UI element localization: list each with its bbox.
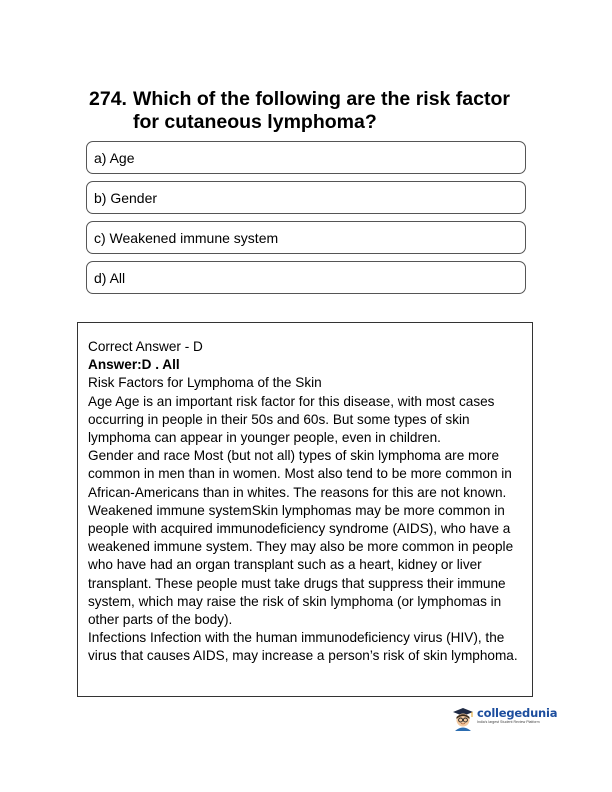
collegedunia-logo <box>452 707 572 735</box>
option-d[interactable] <box>86 261 526 294</box>
logo-tagline: India's largest Student Review Platform <box>477 720 540 724</box>
option-c-label: c) Weakened immune system <box>94 229 279 246</box>
correct-answer-line: Correct Answer - D <box>88 339 203 354</box>
question-number: 274. <box>89 88 127 110</box>
explanation-age: Age Age is an important risk factor for this disease, with most cases occurring in people in their 50s and 60s. But some types of skin lymphoma can appear in younger people, even in children. <box>88 393 495 446</box>
graduate-mascot-icon <box>452 707 474 731</box>
logo-name: collegedunia <box>477 706 558 720</box>
option-c[interactable] <box>86 221 526 254</box>
option-b-label: b) Gender <box>94 189 158 206</box>
explanation-heading: Risk Factors for Lymphoma of the Skin <box>88 375 322 391</box>
explanation-gender-race: Gender and race Most (but not all) types of skin lymphoma are more common in men than in women. Most also tend to be more common in African-Americans than in whites. The reasons for this are not known. <box>88 448 512 500</box>
explanation-immune-system: Weakened immune systemSkin lymphomas may be more common in people with acquired immunodeficiency syndrome (AIDS), who have a weakened immune system. They may also be more common in people who have had an organ transplant such as a heart, kidney or liver transplant. These people must take drugs that suppress their immune system, which may raise the risk of skin lymphoma (or lymphomas in other parts of the body). <box>88 502 514 628</box>
options-list <box>86 141 526 301</box>
option-a[interactable] <box>86 141 526 174</box>
answer-explanation-box <box>77 322 533 697</box>
option-d-label: d) All <box>94 269 126 286</box>
question-text: Which of the following are the risk factor for cutaneous lymphoma? <box>132 88 510 133</box>
option-b[interactable] <box>86 181 526 214</box>
answer-line: Answer:D . All <box>88 357 180 373</box>
question-heading <box>89 88 529 134</box>
explanation-infections: Infections Infection with the human immunodeficiency virus (HIV), the virus that causes AIDS, may increase a person’s risk of skin lymphoma. <box>88 630 518 664</box>
option-a-label: a) Age <box>94 149 135 166</box>
